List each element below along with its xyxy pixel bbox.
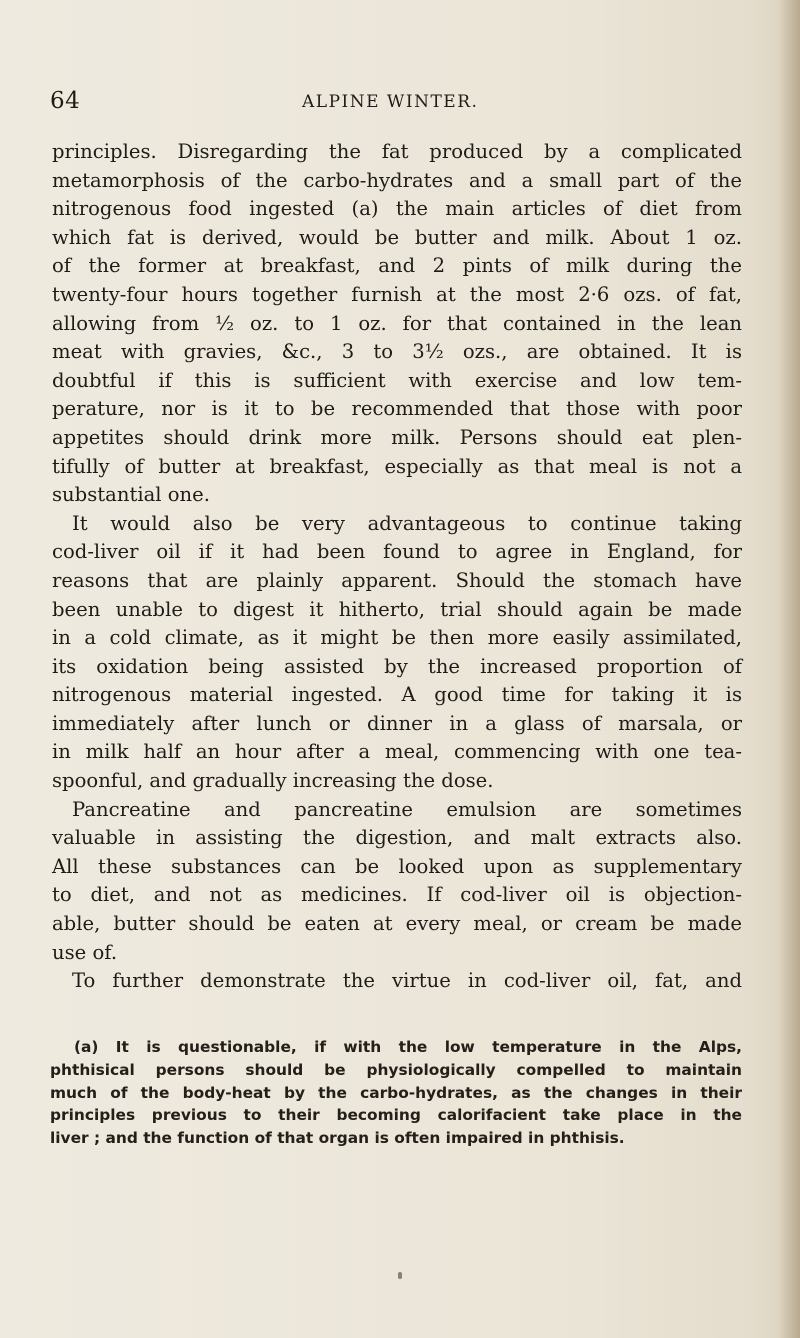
text-line: reasons that are plainly apparent. Should the stomach have [52, 568, 742, 592]
text-line: nitrogenous material ingested. A good time for taking it is [52, 683, 742, 707]
text-line: spoonful, and gradually increasing the dose. [52, 769, 494, 793]
running-title: ALPINE WINTER. [302, 92, 479, 112]
text-line: All these substances can be looked upon as supplementary [52, 854, 742, 878]
text-line: valuable in assisting the digestion, and malt extracts also. [52, 826, 742, 850]
page-number: 64 [50, 88, 81, 114]
text-line: It would also be very advantageous to continue taking [72, 511, 742, 535]
text-line: metamorphosis of the carbo-hydrates and a small part of the [52, 168, 742, 192]
footnote-line: (a) It is questionable, if with the low temperature in the Alps, [74, 1038, 742, 1056]
text-line: use of. [52, 940, 118, 964]
text-line: cod-liver oil if it had been found to agree in England, for [52, 540, 742, 564]
text-line: nitrogenous food ingested (a) the main articles of diet from [52, 197, 742, 221]
text-line: in a cold climate, as it might be then more easily assimilated, [52, 626, 742, 650]
footnote-line: principles previous to their becoming calorifacient take place in the [50, 1106, 742, 1125]
footnote-line: phthisical persons should be physiologically compelled to maintain [50, 1060, 742, 1079]
text-line: principles. Disregarding the fat produced by a complicated [52, 140, 742, 163]
text-line: To further demonstrate the virtue in cod-liver oil, fat, and [72, 969, 742, 993]
text-line: perature, nor is it to be recommended that those with poor [52, 397, 742, 421]
text-line: to diet, and not as medicines. If cod-liver oil is objection- [52, 883, 742, 907]
footnote-line: liver ; and the function of that organ is often impaired in phthisis. [50, 1129, 625, 1148]
ink-speck [398, 1272, 402, 1279]
text-line: appetites should drink more milk. Persons should eat plen- [52, 425, 742, 449]
page-edge-shadow [778, 0, 800, 1338]
text-line: been unable to digest it hitherto, trial should again be made [52, 597, 742, 621]
text-line: immediately after lunch or dinner in a glass of marsala, or [52, 711, 742, 735]
footnote-line: much of the body-heat by the carbo-hydrates, as the changes in their [50, 1083, 742, 1102]
text-line: meat with gravies, &c., 3 to 3½ ozs., are obtained. It is [52, 340, 742, 364]
text-line: Pancreatine and pancreatine emulsion are sometimes [72, 797, 742, 821]
text-line: able, butter should be eaten at every meal, or cream be made [52, 912, 742, 936]
text-line: allowing from ½ oz. to 1 oz. for that contained in the lean [52, 311, 742, 335]
body-text [52, 138, 742, 996]
text-line: doubtful if this is sufficient with exercise and low tem- [52, 368, 742, 392]
text-line: twenty-four hours together furnish at the most 2·6 ozs. of fat, [52, 282, 742, 306]
footnote [50, 1036, 742, 1150]
text-line: in milk half an hour after a meal, commencing with one tea- [52, 740, 742, 764]
text-line: of the former at breakfast, and 2 pints of milk during the [52, 254, 742, 278]
text-line: substantial one. [52, 483, 211, 507]
text-line: its oxidation being assisted by the increased proportion of [52, 654, 742, 678]
text-line: which fat is derived, would be butter and milk. About 1 oz. [52, 225, 742, 249]
text-line: tifully of butter at breakfast, especially as that meal is not a [52, 454, 742, 478]
